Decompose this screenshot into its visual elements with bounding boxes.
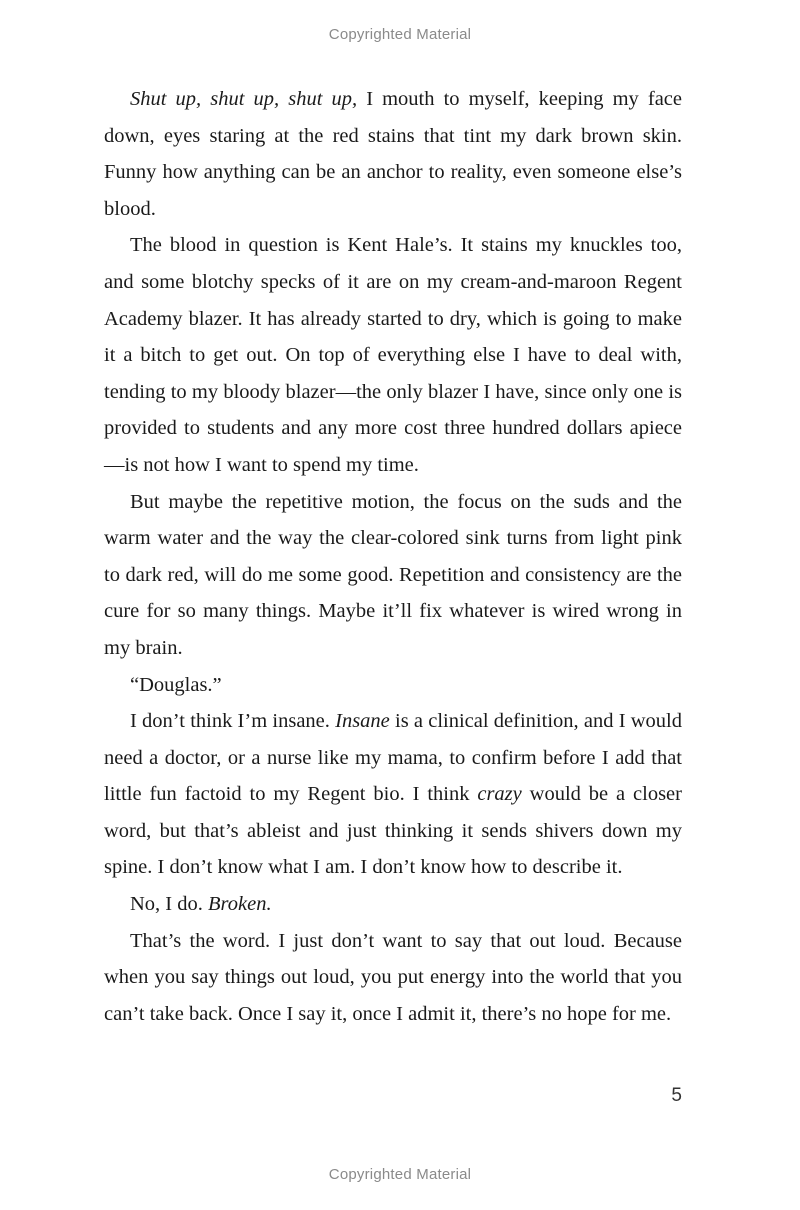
paragraph-5-run-3: is a clinical definition, and I would need a doctor, or a nurse like my mama, to confirm before I add that little fun factoid to my Regent bio. I think xyxy=(104,710,683,806)
paragraph-4-dialogue xyxy=(104,667,682,704)
paragraph-5-run-2: Insane xyxy=(335,710,390,733)
copyright-watermark-bottom: Copyrighted Material xyxy=(328,1166,472,1183)
paragraph-7-run-1: That’s the word. I just don’t want to say that out loud. Because when you say things out loud, you put energy into the world that you can’t take back. Once I say it, once I admit it, there’s no hope for me. xyxy=(104,929,682,1025)
page-body xyxy=(104,81,682,1032)
paragraph-1-run-1: Shut up, shut up, shut up, xyxy=(130,88,358,110)
paragraph-6-run-2: Broken. xyxy=(208,893,272,916)
paragraph-2 xyxy=(104,227,682,483)
paragraph-1-run-2: I mouth to myself, keeping my face down, eyes staring at the red stains that tint my dark brown skin. Funny how anything can be an anchor to reality, even someone else’s blood. xyxy=(104,88,683,220)
paragraph-2-run-1: The blood in question is Kent Hale’s. It stains my knuckles too, and some blotchy specks of it are on my cream-and-maroon Regent Academy blazer. It has already started to dry, which is going to make it a bitch to get out. On top of everything else I have to deal with, tending to my bloody blazer—the only blazer I have, since only one is provided to students and any more cost three hundred dollars apiece—is not how I want to spend my time. xyxy=(104,234,682,476)
paragraph-1 xyxy=(104,81,682,227)
paragraph-5-run-4: crazy xyxy=(477,783,522,806)
paragraph-5-run-5: would be a closer word, but that’s ableist and just thinking it sends shivers down my spine. I don’t know what I am. I don’t know how to describe it. xyxy=(104,783,682,879)
paragraph-7 xyxy=(104,923,682,1033)
paragraph-4-run-1: “Douglas.” xyxy=(130,673,222,696)
paragraph-5 xyxy=(104,703,682,886)
paragraph-3-run-1: But maybe the repetitive motion, the focus on the suds and the warm water and the way the clear-colored sink turns from light pink to dark red, will do me some good. Repetition and consistency are the cure for so many things. Maybe it’ll fix whatever is wired wrong in my brain. xyxy=(104,490,682,659)
paragraph-6-run-1: No, I do. xyxy=(130,893,209,916)
paragraph-5-run-1: I don’t think I’m insane. xyxy=(130,710,336,733)
paragraph-3 xyxy=(104,484,682,667)
copyright-watermark-top: Copyrighted Material xyxy=(328,26,472,43)
paragraph-6 xyxy=(104,886,682,923)
page-number: 5 xyxy=(671,1085,682,1106)
